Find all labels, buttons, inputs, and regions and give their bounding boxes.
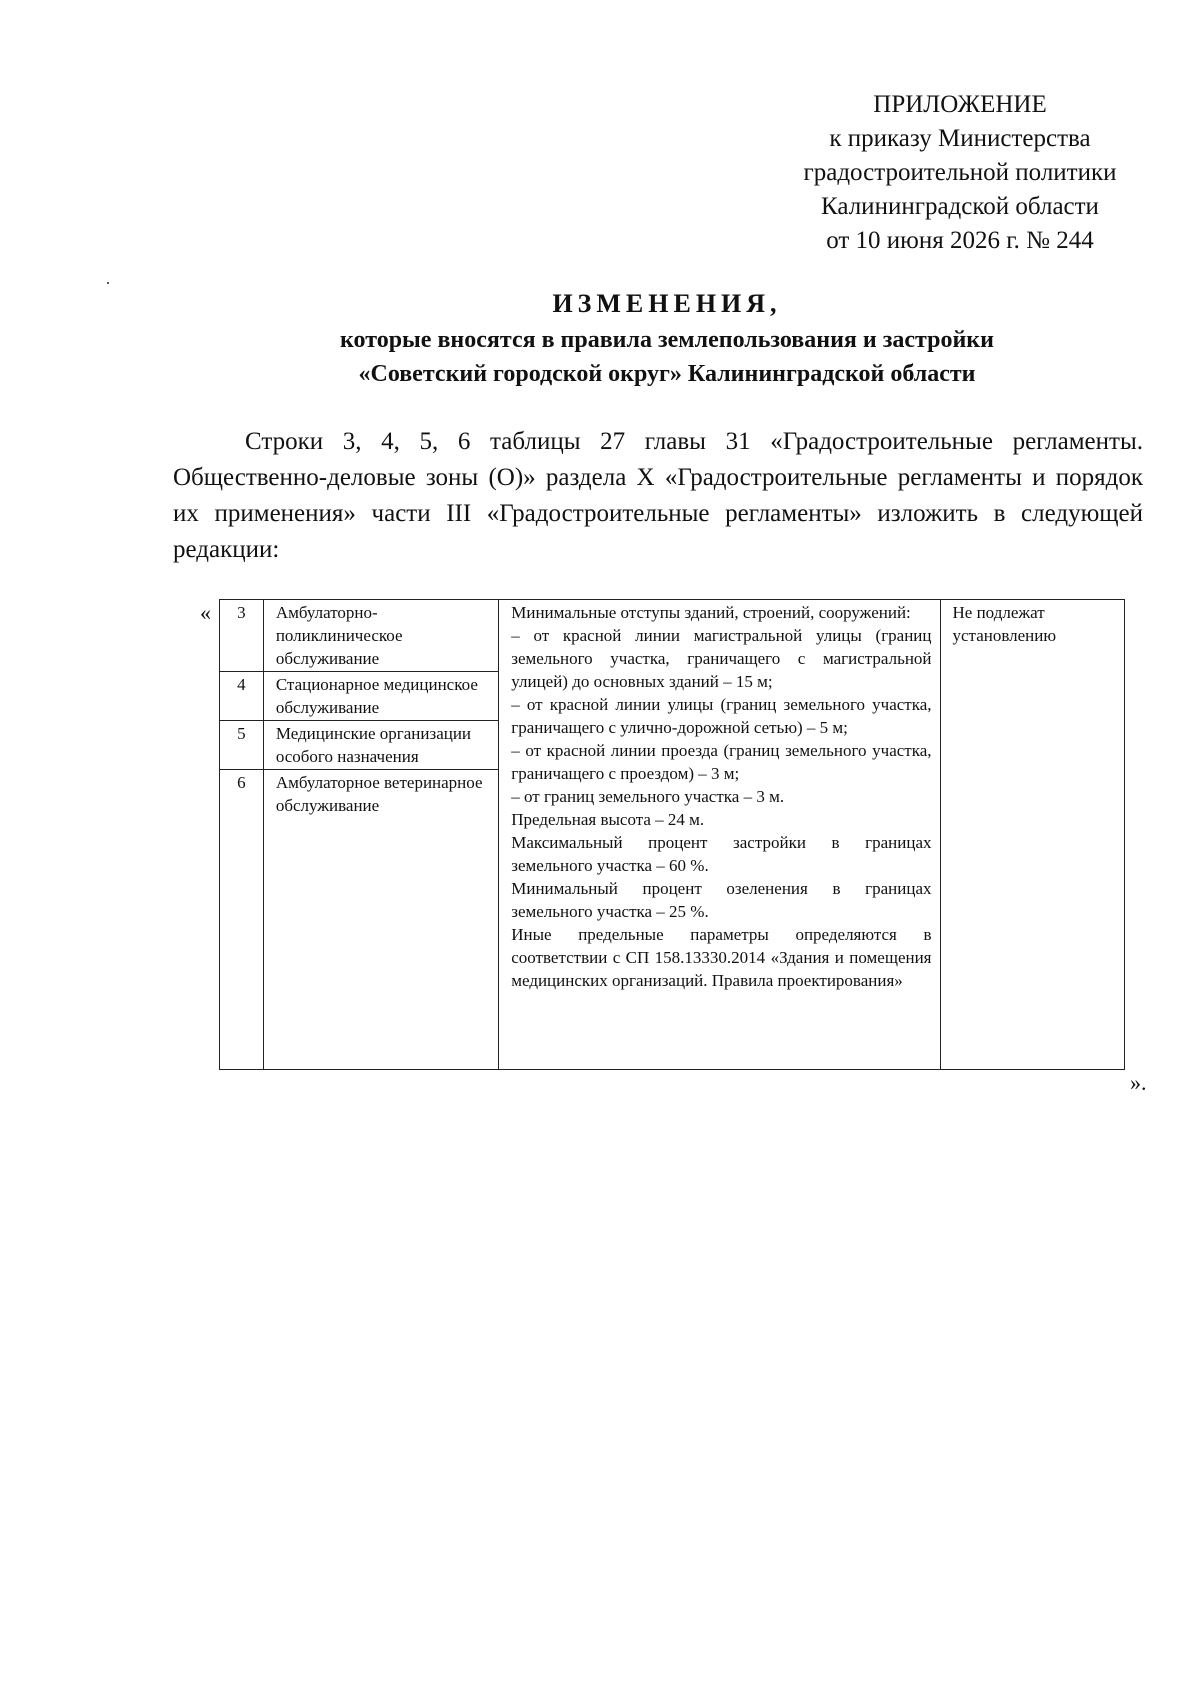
document-subtitle (0, 323, 1200, 391)
regulations-table (219, 599, 1125, 1070)
closing-quote: ». (1130, 1070, 1147, 1095)
document-title: ИЗМЕНЕНИЯ, (552, 289, 782, 318)
row-number: 5 (220, 721, 264, 770)
row-number: 3 (220, 600, 264, 672)
param-line: Минимальные отступы зданий, строений, сооружений: (511, 603, 911, 622)
param-line: – от красной линии проезда (границ земельного участка, граничащего с проездом) – 3 м; (511, 741, 932, 783)
row-name: Амбулаторное ветеринарное обслуживание (263, 770, 498, 1070)
approval-date: от 10 июня 2026 г. № 244 (826, 227, 1094, 254)
row-name: Амбулаторно-поликлиническое обслуживание (263, 600, 498, 672)
parameters-cell (499, 600, 940, 1070)
note-cell: Не подлежат установлению (940, 600, 1124, 1070)
param-line: Минимальный процент озеленения в границах земельного участка – 25 %. (511, 879, 932, 921)
subtitle-line: «Советский городской округ» Калининградской области (358, 361, 976, 387)
row-name: Стационарное медицинское обслуживание (263, 672, 498, 721)
param-line: Максимальный процент застройки в границах земельного участка – 60 %. (511, 833, 932, 875)
row-name: Медицинские организации особого назначения (263, 721, 498, 770)
param-line: – от красной линии улицы (границ земельного участка, граничащего с улично-дорожной сетью) – 5 м; (511, 695, 932, 737)
intro-text: Строки 3, 4, 5, 6 таблицы 27 главы 31 «Градостроительные регламенты. Общественно-деловые зоны (О)» раздела X «Градостроительные регламенты и порядок их применения» части III «Градостроительные регламенты» изложить в следующей редакции: (173, 428, 1143, 563)
intro-paragraph (173, 424, 1143, 568)
row-number: 4 (220, 672, 264, 721)
scan-artifact (107, 282, 109, 284)
row-number: 6 (220, 770, 264, 1070)
approval-line: Калининградской области (821, 193, 1099, 220)
param-line: Иные предельные параметры определяются в соответствии с СП 158.13330.2014 «Здания и помещения медицинских организаций. Правила проектирования» (511, 925, 932, 990)
param-line: – от красной линии магистральной улицы (границ земельного участка, граничащего с магистральной улицей) до основных зданий – 15 м; (511, 626, 932, 691)
param-line: Предельная высота – 24 м. (511, 810, 705, 829)
approval-heading: ПРИЛОЖЕНИЕ (873, 91, 1047, 118)
opening-quote: « (200, 600, 211, 625)
table-row (220, 600, 1125, 672)
approval-line: к приказу Министерства (829, 125, 1091, 152)
approval-line: градостроительной политики (803, 159, 1117, 186)
approval-block (780, 88, 1140, 258)
param-line: – от границ земельного участка – 3 м. (511, 787, 785, 806)
subtitle-line: которые вносятся в правила землепользования и застройки (340, 327, 994, 353)
